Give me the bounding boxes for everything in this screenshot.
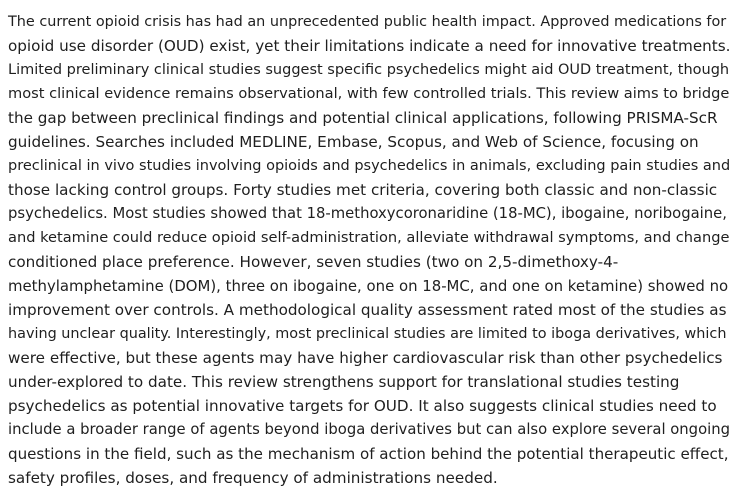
abstract-line: those lacking control groups. Forty studies met criteria, covering both classic and non-classic xyxy=(8,181,718,199)
abstract-line: preclinical in vivo studies involving opioids and psychedelics in animals, excluding pain studies and xyxy=(8,158,731,174)
abstract-line: questions in the field, such as the mechanism of action behind the potential therapeutic effect, xyxy=(8,445,729,463)
abstract-line: methylamphetamine (DOM), three on ibogaine, one on 18-MC, and one on ketamine) showed no xyxy=(8,277,729,295)
abstract-line: opioid use disorder (OUD) exist, yet their limitations indicate a need for innovative treatments. xyxy=(8,37,731,55)
abstract-line: having unclear quality. Interestingly, most preclinical studies are limited to iboga derivatives, which xyxy=(8,326,727,342)
abstract-line: The current opioid crisis has had an unprecedented public health impact. Approved medications for xyxy=(8,14,727,30)
abstract-line: include a broader range of agents beyond iboga derivatives but can also explore several ongoing xyxy=(8,421,731,438)
abstract-line: conditioned place preference. However, seven studies (two on 2,5-dimethoxy-4- xyxy=(8,253,619,271)
abstract-line: and ketamine could reduce opioid self-administration, alleviate withdrawal symptoms, and change xyxy=(8,229,730,246)
abstract-line: were effective, but these agents may have higher cardiovascular risk than other psychedelics xyxy=(8,349,723,367)
abstract-line: under-explored to date. This review strengthens support for translational studies testing xyxy=(8,373,680,391)
abstract-line: safety profiles, doses, and frequency of administrations needed. xyxy=(8,469,498,487)
abstract-line: Limited preliminary clinical studies suggest specific psychedelics might aid OUD treatment, though xyxy=(8,62,730,78)
abstract-line: most clinical evidence remains observational, with few controlled trials. This review aims to bridge xyxy=(8,85,730,102)
abstract-line: psychedelics as potential innovative targets for OUD. It also suggests clinical studies need to xyxy=(8,397,717,415)
abstract-line: psychedelics. Most studies showed that 18-methoxycoronaridine (18-MC), ibogaine, noribogaine, xyxy=(8,205,727,222)
abstract-line: the gap between preclinical findings and potential clinical applications, following PRISMA-ScR xyxy=(8,109,718,127)
abstract-line: improvement over controls. A methodological quality assessment rated most of the studies as xyxy=(8,301,727,319)
abstract-line: guidelines. Searches included MEDLINE, Embase, Scopus, and Web of Science, focusing on xyxy=(8,133,699,151)
